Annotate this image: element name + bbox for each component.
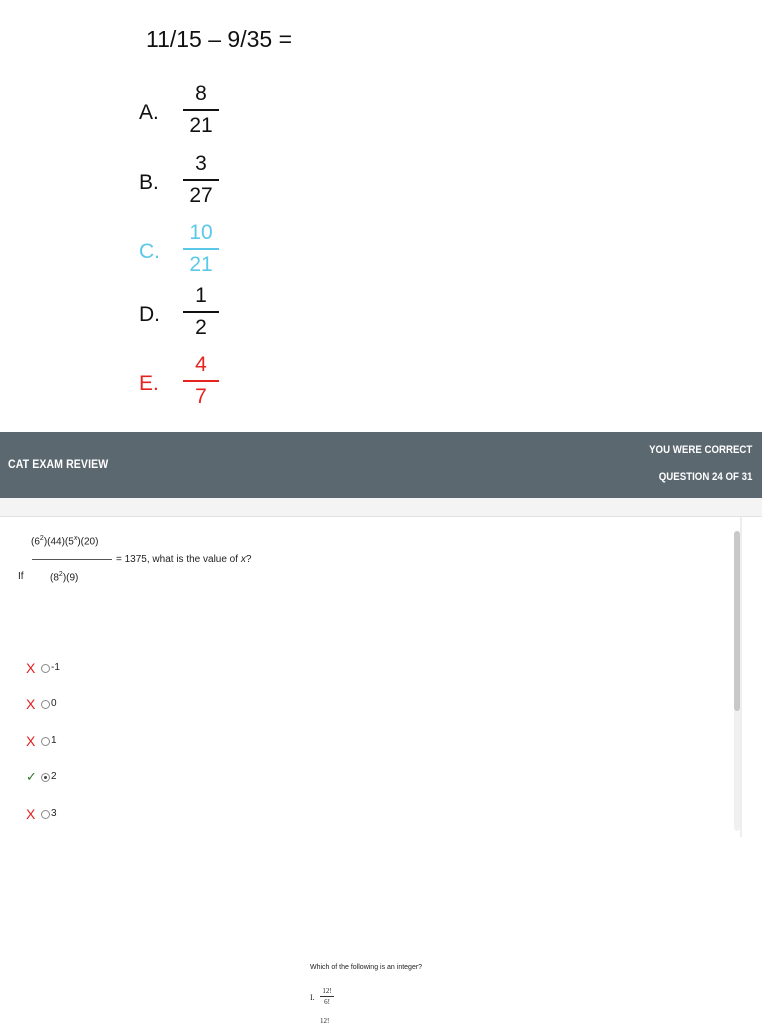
radio-button-selected[interactable] [41,773,50,782]
incorrect-icon: X [26,733,36,749]
choice-letter: C. [139,240,160,263]
radio-button[interactable] [41,700,50,709]
choice-letter: B. [139,171,159,194]
choice-letter: A. [139,101,159,124]
choice-fraction [183,284,219,340]
question-numerator: $(6^2)(44)(5^x)(20)$ [31,535,99,548]
denominator: 27 [189,184,213,207]
result-status: YOU WERE CORRECT [648,444,752,456]
mini-next-partial: 12! [320,1017,330,1025]
review-toolbar-strip [0,498,762,517]
choice-letter: D. [139,303,160,326]
choice-a [139,82,339,144]
radio-button[interactable] [41,737,50,746]
choice-fraction [183,221,219,277]
choice-d [139,284,339,346]
fraction-bar [183,248,219,250]
choice-fraction [183,353,219,409]
question-rest: = 1375, what is the value of x? [116,554,252,565]
denominator: 21 [189,114,213,137]
denominator: 21 [189,253,213,276]
review-title: CAT EXAM REVIEW [8,457,109,471]
incorrect-icon: X [26,806,36,822]
denominator: 7 [195,385,207,408]
panel-edge [740,517,742,837]
fraction-problem [0,0,768,430]
mini-item-label: I. [310,993,315,1002]
fraction-bar [320,996,334,997]
numerator: 10 [189,221,213,244]
answer-value: 2 [51,771,57,782]
fraction-bar [32,559,112,560]
fraction-bar [183,380,219,382]
numerator: 1 [195,284,207,307]
choice-b [139,152,339,214]
choice-c [139,221,339,283]
answer-value: -1 [51,662,60,673]
numerator: 3 [195,152,207,175]
question-prefix: If [18,571,24,582]
review-header [0,432,762,498]
answer-value: 1 [51,735,57,746]
numerator: 8 [195,82,207,105]
mini-denominator: 6! [324,998,330,1006]
choice-letter: E. [139,372,159,395]
choice-fraction [183,152,219,208]
question-denominator: $(8^2)(9)$ [50,571,79,584]
answer-value: 0 [51,698,57,709]
radio-button[interactable] [41,810,50,819]
numerator: 4 [195,353,207,376]
review-body [0,517,762,837]
denominator: 2 [195,316,207,339]
mini-fraction [320,987,334,1006]
mini-numerator: 12! [322,987,332,995]
mini-question-text: Which of the following is an integer? [310,964,423,971]
fraction-bar [183,311,219,313]
choice-fraction [183,82,219,138]
fraction-bar [183,179,219,181]
correct-check-icon: ✓ [26,769,37,784]
fraction-bar [183,109,219,111]
incorrect-icon: X [26,660,36,676]
choice-e [139,353,339,415]
radio-button[interactable] [41,664,50,673]
answer-value: 3 [51,808,57,819]
problem-title: 11/15 – 9/35 = [146,26,293,52]
question-counter: QUESTION 24 OF 31 [658,471,752,483]
incorrect-icon: X [26,696,36,712]
